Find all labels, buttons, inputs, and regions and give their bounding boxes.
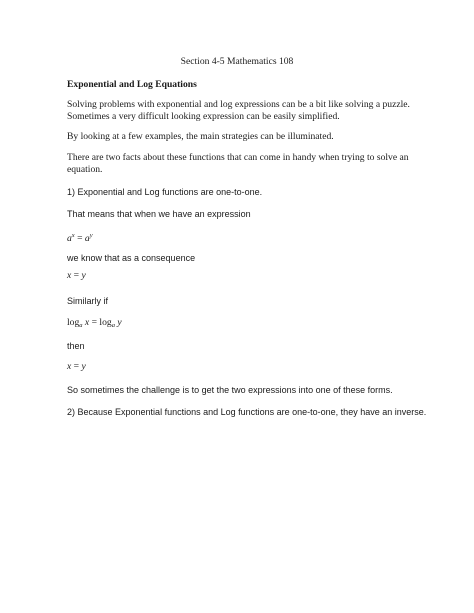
paragraph-examples: By looking at a few examples, the main strategies can be illuminated. bbox=[67, 131, 334, 142]
paragraph-intro-line1: Solving problems with exponential and log expressions can be a bit like solving a puzzle. bbox=[67, 99, 410, 110]
eq3-log-left: log bbox=[67, 317, 80, 328]
eq2-equals: = bbox=[73, 270, 80, 281]
eq4-equals: = bbox=[73, 361, 80, 372]
eq1-exp-right: y bbox=[89, 232, 93, 239]
eq1-base-right: a bbox=[84, 233, 90, 244]
eq3-equals: = bbox=[91, 317, 98, 328]
eq1-base-left: a bbox=[67, 233, 72, 244]
page-header: Section 4-5 Mathematics 108 bbox=[180, 56, 294, 67]
eq3-arg-left: x bbox=[84, 317, 90, 328]
paragraph-facts-line2: equation. bbox=[67, 164, 103, 175]
section-heading: Exponential and Log Equations bbox=[67, 79, 197, 90]
fact-one: 1) Exponential and Log functions are one-to-one. bbox=[67, 187, 263, 197]
eq2-left: x bbox=[67, 270, 72, 281]
eq3-sub-right: a bbox=[111, 322, 115, 329]
eq3-log-right: log bbox=[99, 317, 112, 328]
paragraph-means: That means that when we have an expression bbox=[67, 209, 251, 219]
equation-exponential-equal bbox=[67, 230, 93, 245]
equation-log-equal bbox=[67, 317, 122, 332]
eq1-equals: = bbox=[77, 233, 83, 244]
paragraph-intro-line2: Sometimes a very difficult looking expression can be easily simplified. bbox=[67, 111, 340, 122]
paragraph-similarly: Similarly if bbox=[67, 296, 109, 306]
eq4-right: y bbox=[81, 361, 86, 372]
paragraph-facts-line1: There are two facts about these functions that can come in handy when trying to solve an bbox=[67, 152, 409, 163]
paragraph-consequence: we know that as a consequence bbox=[67, 253, 196, 263]
paragraph-then: then bbox=[67, 341, 85, 351]
eq2-right: y bbox=[81, 270, 86, 281]
eq3-arg-right: y bbox=[117, 317, 122, 328]
eq3-sub-left: a bbox=[79, 322, 83, 329]
paragraph-challenge: So sometimes the challenge is to get the two expressions into one of these forms. bbox=[67, 385, 393, 395]
equation-x-equals-y-2 bbox=[67, 361, 86, 373]
eq1-exp-left: x bbox=[71, 232, 75, 239]
eq4-left: x bbox=[67, 361, 72, 372]
fact-two: 2) Because Exponential functions and Log functions are one-to-one, they have an inverse. bbox=[67, 407, 427, 417]
equation-x-equals-y-1 bbox=[67, 270, 86, 282]
